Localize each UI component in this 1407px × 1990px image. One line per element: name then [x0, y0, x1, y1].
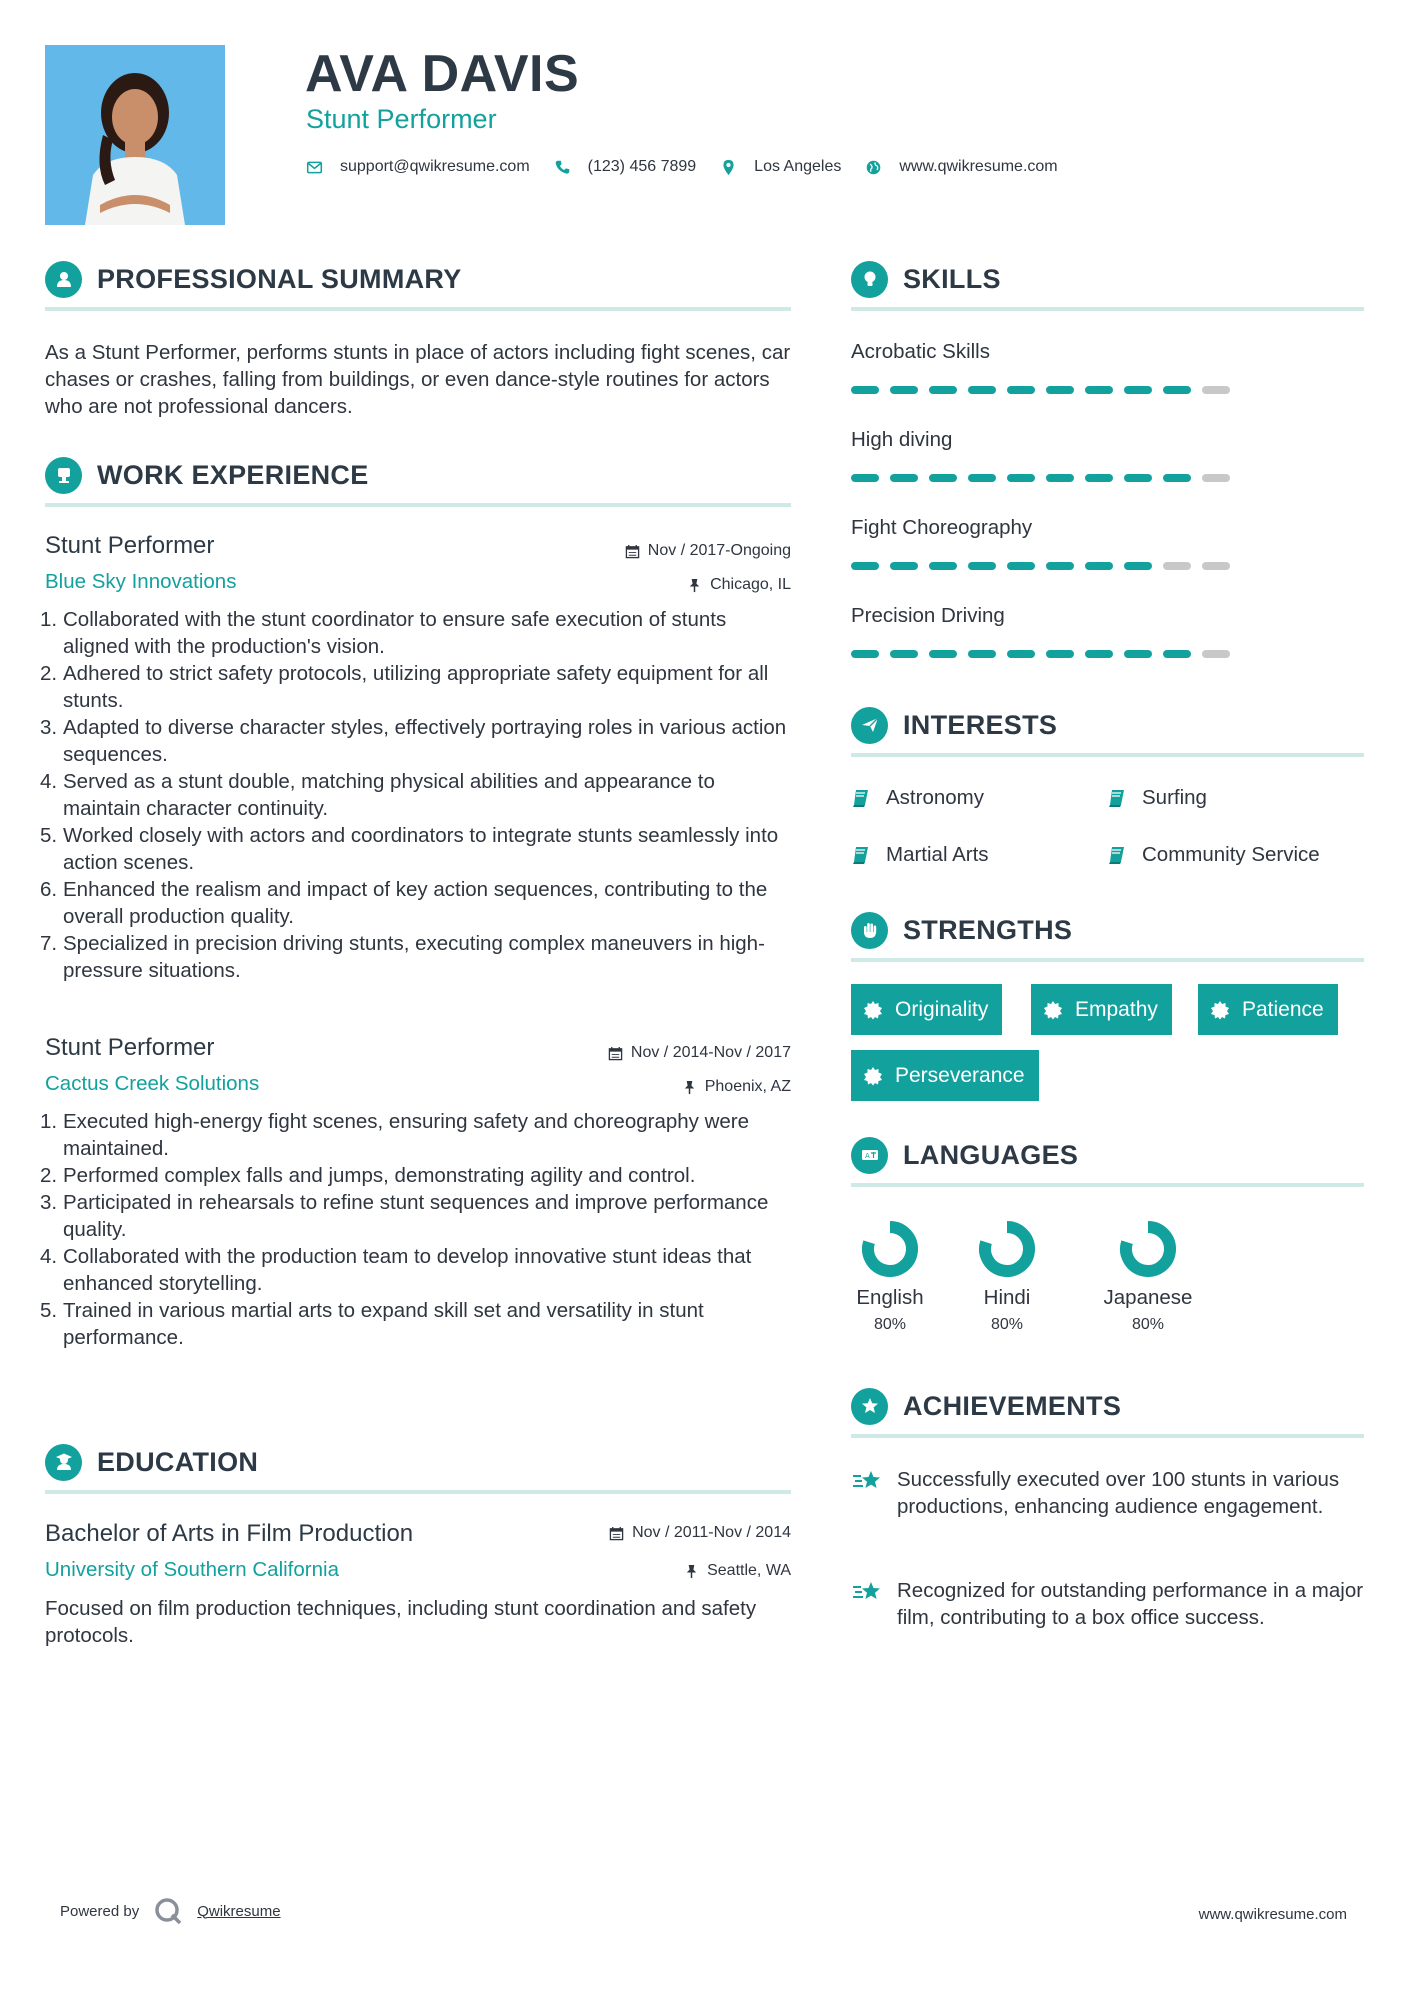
rating-dot-filled	[968, 386, 996, 394]
education-entry	[45, 1520, 791, 1649]
rating-dot-filled	[1085, 386, 1113, 394]
education-dates: Nov / 2011-Nov / 2014	[609, 1524, 791, 1542]
rating-dot-filled	[1007, 650, 1035, 658]
rating-dot-filled	[890, 650, 918, 658]
rating-dot-filled	[1163, 650, 1191, 658]
achievement-text: Successfully executed over 100 stunts in various productions, enhancing audience engagement.	[897, 1468, 1340, 1518]
language-ring-arc	[1126, 1227, 1170, 1271]
rating-dot-empty	[1202, 474, 1230, 482]
education-text: Focused on film production techniques, including stunt coordination and safety protocols.	[45, 1597, 757, 1647]
rating-dot-filled	[1046, 650, 1074, 658]
badge-icon	[863, 1000, 883, 1020]
section-skills	[851, 259, 1364, 311]
job-location: Phoenix, AZ	[608, 1078, 791, 1096]
job-bullet: 5. Trained in various martial arts to expand skill set and versatility in stunt performance.	[40, 1299, 704, 1349]
job-company: Cactus Creek Solutions	[45, 1072, 260, 1095]
language-level: 80%	[1131, 1316, 1165, 1333]
book-icon	[851, 845, 871, 865]
job-bullet: 1. Executed high-energy fight scenes, ensuring safety and choreography were maintained.	[40, 1110, 750, 1160]
book-icon	[1107, 788, 1127, 808]
interest-item: Martial Arts	[851, 843, 989, 867]
pushpin-icon	[687, 578, 702, 593]
job-bullet: 6. Enhanced the realism and impact of key action sequences, contributing to the overall production quality.	[40, 878, 768, 928]
job-bullet: 5. Worked closely with actors and coordinators to integrate stunts seamlessly into action scenes.	[40, 824, 779, 874]
strength-chip: Perseverance	[851, 1050, 1039, 1101]
section-professional-summary	[45, 259, 791, 420]
strength-chip: Patience	[1198, 984, 1338, 1035]
section-achievements	[851, 1386, 1364, 1438]
interest-item: Community Service	[1107, 843, 1320, 867]
skill-name: Acrobatic Skills	[851, 340, 990, 363]
section-divider	[851, 1434, 1364, 1438]
section-title: EDUCATION	[97, 1446, 259, 1477]
skill-rating	[851, 562, 1364, 570]
rating-dot-empty	[1202, 650, 1230, 658]
section-interests	[851, 705, 1364, 757]
language-level: 80%	[873, 1316, 907, 1333]
contact-website[interactable]	[865, 158, 1057, 176]
rating-dot-filled	[968, 562, 996, 570]
rating-dot-filled	[1124, 386, 1152, 394]
language-item	[968, 1218, 1046, 1334]
rating-dot-filled	[968, 474, 996, 482]
qwikresume-logo-icon	[153, 1896, 183, 1926]
job-entry	[40, 532, 791, 984]
rating-dot-filled	[851, 650, 879, 658]
rating-dot-filled	[1085, 562, 1113, 570]
skill-name: Precision Driving	[851, 604, 1005, 627]
job-bullet: 3. Participated in rehearsals to refine stunt sequences and improve performance quality.	[40, 1191, 769, 1241]
email-icon	[306, 159, 323, 176]
job-location: Chicago, IL	[625, 576, 791, 594]
language-ring	[1117, 1218, 1179, 1280]
rating-dot-filled	[929, 650, 957, 658]
powered-by-label: Powered by	[60, 1902, 140, 1920]
paper-plane-icon	[851, 707, 888, 744]
section-divider	[851, 753, 1364, 757]
language-item	[1098, 1218, 1198, 1334]
skill-item	[851, 340, 1364, 394]
job-title: Stunt Performer	[45, 532, 215, 559]
job-entry	[40, 1034, 791, 1351]
section-title: ACHIEVEMENTS	[903, 1390, 1122, 1421]
skill-rating	[851, 386, 1364, 394]
job-bullet: 4. Collaborated with the production team to develop innovative stunt ideas that enhanced storytelling.	[40, 1245, 752, 1295]
job-bullet: 3. Adapted to diverse character styles, effectively portraying roles in various action sequences.	[40, 716, 787, 766]
contact-location	[720, 158, 841, 176]
rating-dot-filled	[1046, 386, 1074, 394]
rating-dot-filled	[851, 562, 879, 570]
pushpin-icon	[682, 1080, 697, 1095]
degree-title: Bachelor of Arts in Film Production	[45, 1520, 414, 1547]
badge-icon	[863, 1066, 883, 1086]
rating-dot-filled	[890, 562, 918, 570]
strength-chip: Originality	[851, 984, 1002, 1035]
rating-dot-empty	[1202, 386, 1230, 394]
rating-dot-filled	[968, 650, 996, 658]
candidate-title: Stunt Performer	[306, 104, 497, 134]
book-icon	[1107, 845, 1127, 865]
section-divider	[851, 307, 1364, 311]
section-strengths	[851, 910, 1364, 962]
interest-item: Surfing	[1107, 786, 1207, 810]
education-location: Seattle, WA	[609, 1562, 791, 1580]
footer-website[interactable]: www.qwikresume.com	[1198, 1906, 1347, 1923]
footer-powered-by	[60, 1896, 281, 1926]
section-title: WORK EXPERIENCE	[97, 459, 369, 490]
job-bullets	[40, 606, 791, 984]
job-bullet: 2. Performed complex falls and jumps, demonstrating agility and control.	[40, 1164, 696, 1187]
rating-dot-filled	[1124, 650, 1152, 658]
badge-icon	[1210, 1000, 1230, 1020]
shooting-star-icon	[851, 1468, 883, 1496]
rating-dot-filled	[929, 386, 957, 394]
school-name: University of Southern California	[45, 1558, 339, 1581]
section-title: SKILLS	[903, 263, 1001, 294]
skill-rating	[851, 650, 1364, 658]
section-languages	[851, 1135, 1364, 1187]
candidate-name: AVA DAVIS	[305, 45, 580, 103]
language-item	[851, 1218, 929, 1334]
phone-icon	[554, 159, 571, 176]
rating-dot-filled	[1007, 562, 1035, 570]
skill-rating	[851, 474, 1364, 482]
globe-icon	[865, 159, 882, 176]
job-bullets	[40, 1108, 791, 1351]
section-education	[45, 1442, 791, 1494]
book-icon	[851, 788, 871, 808]
briefcase-icon	[45, 457, 82, 494]
job-company: Blue Sky Innovations	[45, 570, 237, 593]
job-dates: Nov / 2017-Ongoing	[625, 542, 791, 560]
rating-dot-filled	[1124, 474, 1152, 482]
strength-chip: Empathy	[1031, 984, 1172, 1035]
rating-dot-filled	[1007, 474, 1035, 482]
rating-dot-filled	[1124, 562, 1152, 570]
phone-text: (123) 456 7899	[587, 158, 697, 175]
rating-dot-empty	[1163, 562, 1191, 570]
badge-icon	[1043, 1000, 1063, 1020]
section-title: PROFESSIONAL SUMMARY	[97, 263, 462, 294]
section-divider	[851, 1183, 1364, 1187]
rating-dot-filled	[1085, 650, 1113, 658]
contact-phone[interactable]	[554, 158, 697, 176]
language-icon	[851, 1137, 888, 1174]
job-bullet: 4. Served as a stunt double, matching physical abilities and appearance to maintain character continuity.	[40, 770, 715, 820]
skill-name: High diving	[851, 428, 953, 451]
section-title: INTERESTS	[903, 709, 1058, 740]
language-name: Japanese	[1103, 1286, 1193, 1309]
job-dates: Nov / 2014-Nov / 2017	[608, 1044, 791, 1062]
section-divider	[45, 1490, 791, 1494]
job-bullet: 2. Adhered to strict safety protocols, utilizing appropriate safety equipment for all stunts.	[40, 662, 769, 712]
section-divider	[45, 307, 791, 311]
graduation-cap-icon	[45, 1444, 82, 1481]
language-ring	[976, 1218, 1038, 1280]
achievement-text: Recognized for outstanding performance in a major film, contributing to a box office success.	[897, 1579, 1364, 1629]
rating-dot-filled	[929, 562, 957, 570]
calendar-icon	[608, 1046, 623, 1061]
email-text: support@qwikresume.com	[340, 158, 530, 175]
calendar-icon	[625, 544, 640, 559]
job-bullet: 7. Specialized in precision driving stunts, executing complex maneuvers in high-pressure situations.	[40, 932, 765, 982]
section-title: LANGUAGES	[903, 1139, 1079, 1170]
star-badge-icon	[851, 1388, 888, 1425]
location-text: Los Angeles	[754, 158, 842, 175]
website-text: www.qwikresume.com	[899, 158, 1058, 175]
skill-item	[851, 516, 1364, 570]
language-ring	[859, 1218, 921, 1280]
rating-dot-filled	[851, 474, 879, 482]
section-title: STRENGTHS	[903, 914, 1073, 945]
svg-text:A: A	[864, 1152, 870, 1160]
user-icon	[45, 261, 82, 298]
section-divider	[45, 503, 791, 507]
skill-name: Fight Choreography	[851, 516, 1033, 539]
footer-brand-link[interactable]: Qwikresume	[197, 1902, 281, 1920]
job-bullet: 1. Collaborated with the stunt coordinator to ensure safe execution of stunts aligned with the production's vision.	[40, 608, 727, 658]
summary-text: As a Stunt Performer, performs stunts in place of actors including fight scenes, car chases or crashes, falling from buildings, or even dance-style routines for actors who are not professional dancers.	[45, 341, 791, 418]
map-pin-icon	[720, 159, 737, 176]
calendar-icon	[609, 1526, 624, 1541]
interest-item: Astronomy	[851, 786, 984, 810]
job-title: Stunt Performer	[45, 1034, 215, 1061]
achievement-item	[851, 1577, 1364, 1631]
rating-dot-filled	[851, 386, 879, 394]
pushpin-icon	[684, 1564, 699, 1579]
rating-dot-filled	[890, 474, 918, 482]
rating-dot-filled	[1163, 474, 1191, 482]
profile-photo	[45, 45, 225, 225]
hand-icon	[851, 912, 888, 949]
language-name: English	[856, 1286, 924, 1309]
section-work-experience	[45, 455, 791, 507]
shooting-star-icon	[851, 1579, 883, 1607]
lightbulb-icon	[851, 261, 888, 298]
contact-bar	[306, 158, 1082, 176]
rating-dot-empty	[1202, 562, 1230, 570]
language-name: Hindi	[983, 1286, 1031, 1309]
rating-dot-filled	[1085, 474, 1113, 482]
skill-item	[851, 604, 1364, 658]
rating-dot-filled	[1046, 562, 1074, 570]
contact-email[interactable]	[306, 158, 530, 176]
rating-dot-filled	[1007, 386, 1035, 394]
language-level: 80%	[990, 1316, 1024, 1333]
rating-dot-filled	[929, 474, 957, 482]
rating-dot-filled	[890, 386, 918, 394]
achievement-item	[851, 1466, 1364, 1520]
section-divider	[851, 958, 1364, 962]
language-ring-arc	[868, 1227, 912, 1271]
rating-dot-filled	[1046, 474, 1074, 482]
skill-item	[851, 428, 1364, 482]
rating-dot-filled	[1163, 386, 1191, 394]
language-ring-arc	[985, 1227, 1029, 1271]
